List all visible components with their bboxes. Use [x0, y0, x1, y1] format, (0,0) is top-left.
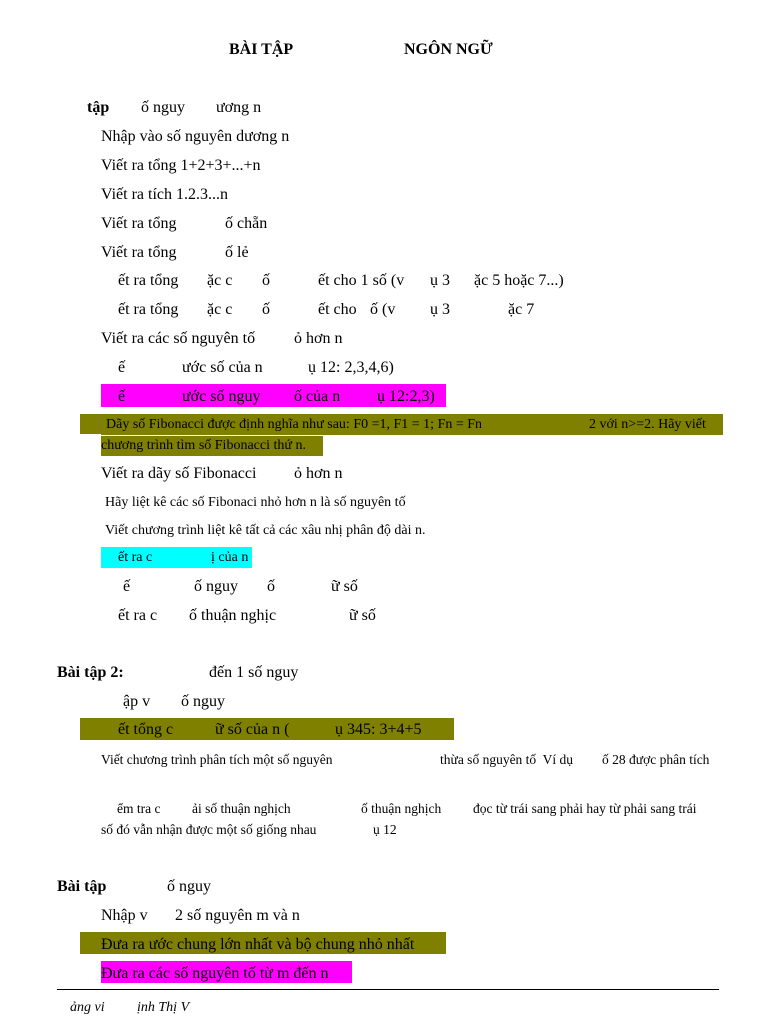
ex3-heading-text: ố nguy: [167, 878, 211, 895]
footer-divider: [57, 989, 719, 990]
ex1-item-7-b: ặc c: [207, 301, 233, 318]
fibonacci-definition-a: Dãy số Fibonacci được định nghĩa như sau: F0 =1, F1 = 1; Fn = Fn: [106, 417, 483, 432]
ex3-item-2: Đưa ra ước chung lớn nhất và bộ chung nhỏ nhất: [101, 936, 415, 953]
ex1-item-9-a: ế: [118, 359, 126, 376]
ex2-item-2-c: ụ 345: 3+4+5: [335, 721, 422, 738]
ex1-item-13: Hãy liệt kê các số Fibonaci nhỏ hơn n là số nguyên tố: [105, 495, 406, 510]
ex3-item-3: Đưa ra các số nguyên tố từ m đến n: [101, 965, 329, 982]
ex2-item-3-a: Viết chương trình phân tích một số nguyên: [101, 752, 333, 767]
ex2-item-2-a: ết tổng c: [118, 721, 174, 738]
doc-title-right: NGÔN NGỮ: [404, 41, 493, 58]
ex1-item-16-b: ố nguy: [194, 578, 238, 595]
fibonacci-definition-c: chương trình tìm số Fibonacci thứ n.: [101, 438, 306, 453]
ex1-item-1: Nhập vào số nguyên dương n: [101, 128, 290, 145]
ex1-item-7-d: ết cho: [318, 301, 357, 318]
ex1-item-15-a: ết ra c: [118, 550, 153, 565]
fibonacci-definition-b: 2 với n>=2. Hãy viết: [589, 417, 706, 432]
ex1-item-6-f: ặc 5 hoặc 7...): [474, 272, 564, 289]
ex1-item-6-e: ụ 3: [430, 272, 450, 289]
ex1-item-7-f: ụ 3: [430, 301, 450, 318]
ex1-item-17-b: ố thuận nghịc: [189, 607, 277, 624]
ex1-item-10-a: ế: [118, 388, 126, 405]
ex1-item-17-c: ữ số: [349, 607, 376, 624]
footer-text-b: ịnh Thị V: [137, 1000, 190, 1015]
ex1-item-9-c: ụ 12: 2,3,4,6): [308, 359, 394, 376]
ex1-item-5-cont: ố lẻ: [225, 244, 249, 261]
ex1-item-4-cont: ố chẵn: [225, 215, 268, 232]
ex2-item-2-b: ữ số của n (: [215, 721, 290, 738]
ex2-item-1-b: ố nguy: [181, 693, 225, 710]
ex2-item-3-c: ố 28 được phân tích: [602, 752, 710, 767]
ex2-item-4-a: ểm tra c: [117, 801, 161, 816]
ex3-item-1-b: 2 số nguyên m và n: [175, 907, 300, 924]
ex1-item-7-a: ết ra tổng: [118, 301, 179, 318]
ex1-item-6-b: ặc c: [207, 272, 233, 289]
ex1-item-7-g: ặc 7: [508, 301, 535, 318]
ex2-item-4-d: đọc từ trái sang phải hay từ phải sang trái: [473, 801, 697, 816]
doc-title-left: BÀI TẬP: [229, 41, 294, 58]
ex1-item-10-c: ố của n: [294, 388, 341, 405]
ex1-item-7-c: ố: [262, 301, 270, 318]
footer-text-a: ảng vi: [70, 1000, 105, 1015]
ex1-item-8-b: ỏ hơn n: [294, 330, 343, 347]
ex1-item-10-d: ụ 12:2,3): [377, 388, 435, 405]
ex2-heading-text: đến 1 số nguy: [209, 664, 299, 681]
ex1-item-6-a: ết ra tổng: [118, 272, 179, 289]
ex2-item-1-a: ập v: [123, 693, 151, 710]
ex1-item-4: Viết ra tổng: [101, 215, 177, 232]
ex1-item-14: Viết chương trình liệt kê tất cả các xâu nhị phân độ dài n.: [105, 523, 426, 538]
ex1-item-16-c: ố: [267, 578, 275, 595]
ex1-heading-bold: tập: [87, 99, 110, 116]
highlight-marker: [80, 414, 102, 434]
ex3-item-1-a: Nhập v: [101, 907, 148, 924]
ex1-item-6-d: ết cho 1 số (v: [318, 272, 405, 289]
ex1-item-8-a: Viết ra các số nguyên tố: [101, 330, 256, 347]
ex2-item-4-b: ải số thuận nghịch: [192, 801, 291, 816]
ex1-item-7-e: ố (v: [370, 301, 396, 318]
ex1-item-12-b: ỏ hơn n: [294, 465, 343, 482]
ex3-heading-bold: Bài tập: [57, 878, 107, 895]
ex1-item-10-b: ước số nguy: [182, 388, 261, 405]
ex1-item-15-b: ị của n: [211, 550, 249, 565]
ex1-item-6-c: ố: [262, 272, 270, 289]
ex1-item-5: Viết ra tổng: [101, 244, 177, 261]
ex2-item-3-b: thừa số nguyên tố Ví dụ: [440, 752, 574, 767]
ex2-item-5-a: số đó vẫn nhận được một số giống nhau: [101, 822, 317, 837]
ex2-item-4-c: ố thuận nghịch: [361, 801, 442, 816]
ex1-item-12-a: Viết ra dãy số Fibonacci: [101, 465, 257, 482]
ex1-heading-text: ố nguy: [141, 99, 185, 116]
ex1-item-17-a: ết ra c: [118, 607, 158, 624]
ex1-heading-text-2: ương n: [216, 99, 262, 116]
ex1-item-16-a: ế: [123, 578, 131, 595]
ex1-item-16-d: ữ số: [331, 578, 358, 595]
ex1-item-2: Viết ra tổng 1+2+3+...+n: [101, 157, 261, 174]
ex1-item-3: Viết ra tích 1.2.3...n: [101, 186, 229, 203]
ex2-item-5-b: ụ 12: [373, 822, 397, 837]
ex2-heading-bold: Bài tập 2:: [57, 664, 124, 681]
ex1-item-9-b: ước số của n: [182, 359, 263, 376]
